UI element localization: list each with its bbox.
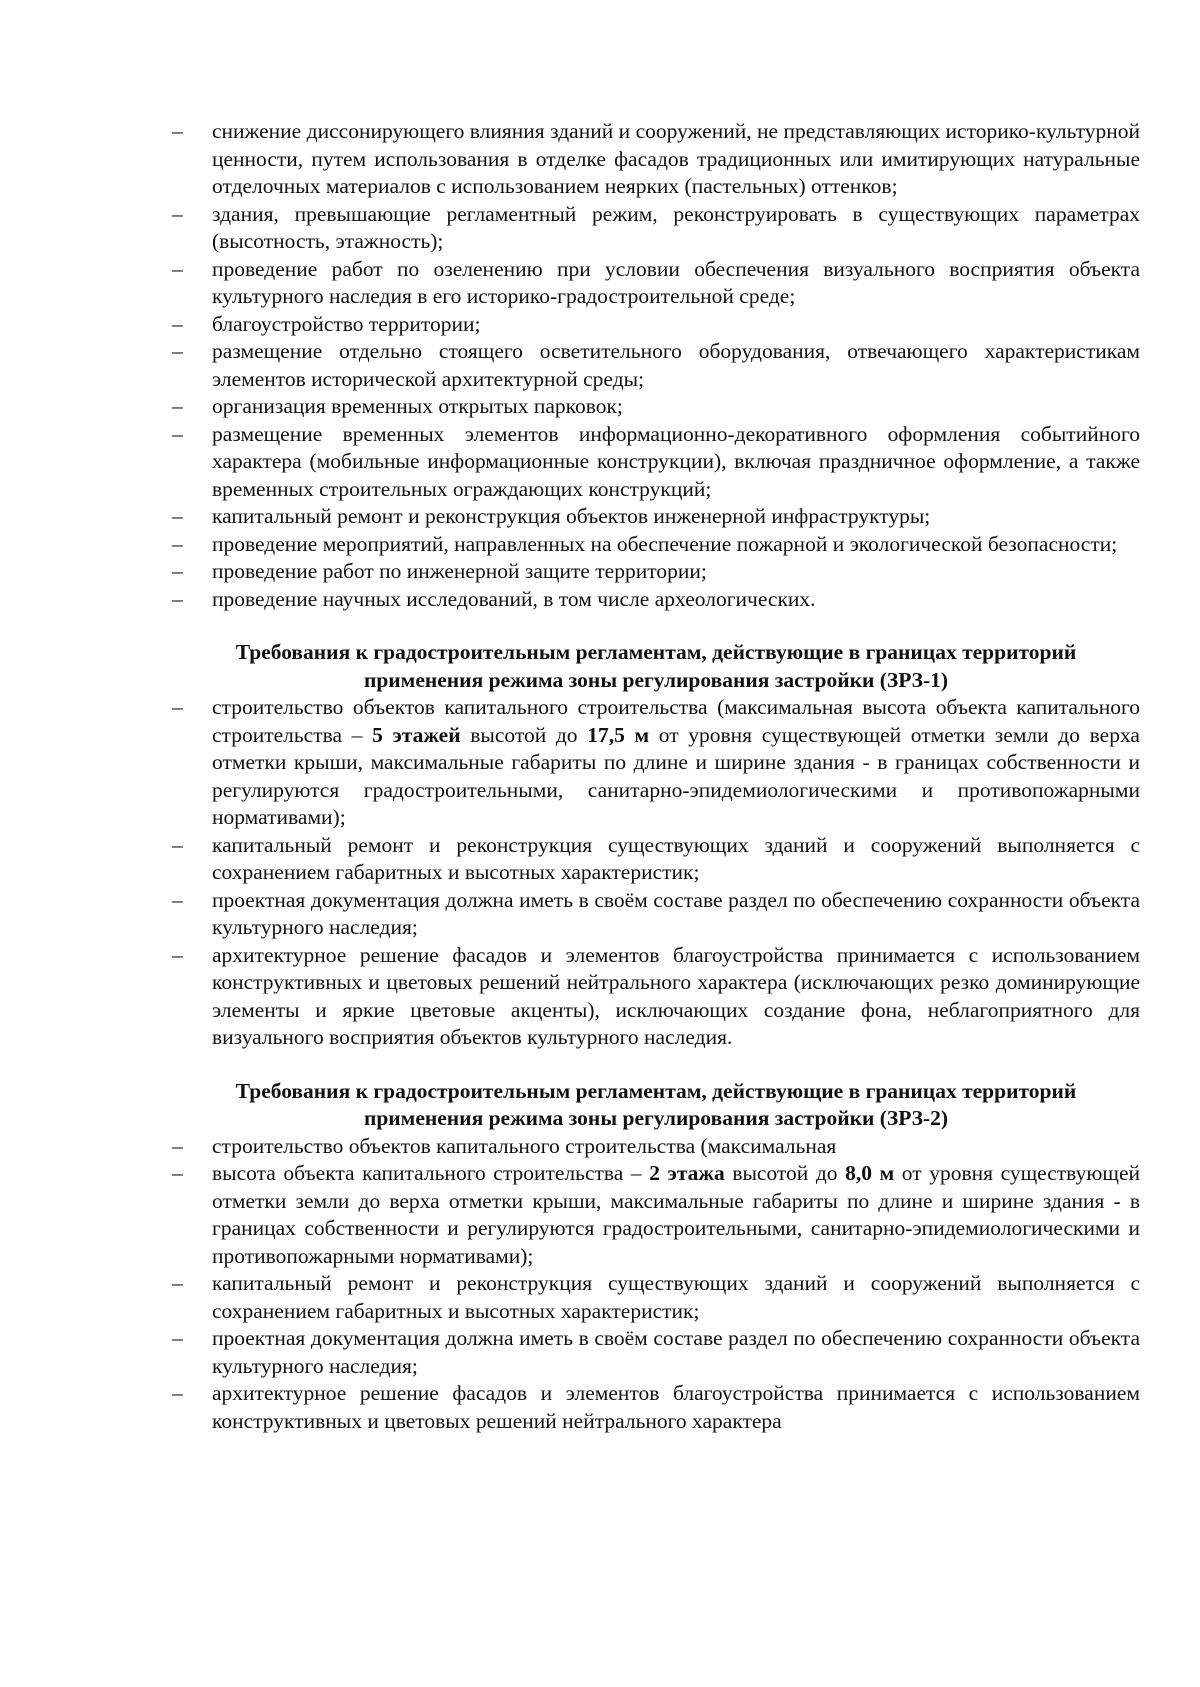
list-item: – проведение научных исследований, в том числе археологических. xyxy=(172,586,1140,614)
dash-bullet: – xyxy=(172,695,183,719)
floors-value: 2 этажа xyxy=(649,1161,725,1185)
protection-measures-list xyxy=(172,118,1140,613)
dash-bullet: – xyxy=(172,832,183,857)
list-item: – капитальный ремонт и реконструкция существующих зданий и сооружений выполняется с сохранением габаритных и высотных характеристик; xyxy=(172,832,1140,884)
list-item: – проведение работ по инженерной защите территории; xyxy=(172,558,1140,586)
section-heading-zrz2: Требования к градостроительным регламентам, действующие в границах территорий применения режима зоны регулирования застройки (ЗРЗ-2) xyxy=(235,1078,1077,1130)
list-item: – проведение мероприятий, направленных на обеспечение пожарной и экологической безопасности; xyxy=(172,531,1140,559)
dash-bullet: – xyxy=(172,201,183,226)
list-item: – благоустройство территории; xyxy=(172,311,1140,339)
dash-bullet: – xyxy=(172,887,183,912)
list-item: – организация временных открытых парковок; xyxy=(172,393,1140,421)
document-body xyxy=(172,118,1140,1435)
zrz2-requirements-list xyxy=(172,1133,1140,1436)
dash-bullet: – xyxy=(172,421,183,446)
dash-bullet: – xyxy=(172,1133,183,1158)
list-item: – архитектурное решение фасадов и элементов благоустройства принимается с использованием конструктивных и цветовых решений нейтрального характера xyxy=(172,1381,1140,1433)
list-item: – высота объекта капитального строительства – 2 этажа высотой до 8,0 м от уровня существующей отметки земли до верха отметки крыши, максимальные габариты по длине и ширине здания - в границах собственности и регулируются градостроительными, санитарно-эпидемиологическими и противопожарными нормативами); xyxy=(172,1161,1140,1268)
list-item: – капитальный ремонт и реконструкция объектов инженерной инфраструктуры; xyxy=(172,503,1140,531)
dash-bullet: – xyxy=(172,394,183,418)
list-item: – проектная документация должна иметь в своём составе раздел по обеспечению сохранности объекта культурного наследия; xyxy=(172,1326,1140,1378)
height-value: 17,5 м xyxy=(587,722,650,747)
section-heading-zrz1: Требования к градостроительным регламентам, действующие в границах территорий применения режима зоны регулирования застройки (ЗРЗ-1) xyxy=(235,640,1077,692)
list-item: – снижение диссонирующего влияния зданий и сооружений, не представляющих историко-культурной ценности, путем использования в отделке фасадов традиционных или имитирующих натуральные отделочных материалов с использованием неярких (пастельных) оттенков; xyxy=(172,119,1140,198)
dash-bullet: – xyxy=(172,339,183,363)
dash-bullet: – xyxy=(172,531,183,556)
list-item: – проектная документация должна иметь в своём составе раздел по обеспечению сохранности объекта культурного наследия; xyxy=(172,887,1140,939)
dash-bullet: – xyxy=(172,1271,183,1295)
list-item: – строительство объектов капитального строительства (максимальная xyxy=(172,1133,1140,1161)
dash-bullet: – xyxy=(172,942,183,967)
dash-bullet: – xyxy=(172,256,183,281)
dash-bullet: – xyxy=(172,586,183,611)
zrz1-requirements-list xyxy=(172,694,1140,1052)
height-value: 8,0 м xyxy=(845,1161,895,1185)
dash-bullet: – xyxy=(172,1161,183,1185)
list-item: – капитальный ремонт и реконструкция существующих зданий и сооружений выполняется с сохранением габаритных и высотных характеристик; xyxy=(172,1271,1140,1323)
floors-value: 5 этажей xyxy=(372,722,461,747)
dash-bullet: – xyxy=(172,504,183,528)
list-item: – строительство объектов капитального строительства (максимальная высота объекта капитального строительства – 5 этажей высотой до 17,5 м от уровня существующей отметки земли до верха отметки крыши, максимальные габариты по длине и ширине здания - в границах собственности и регулируются градостроительными, санитарно-эпидемиологическими и противопожарными нормативами); xyxy=(172,695,1140,829)
list-item: – архитектурное решение фасадов и элементов благоустройства принимается с использованием конструктивных и цветовых решений нейтрального характера (исключающих резко доминирующие элементы и яркие цветовые акценты), исключающих создание фона, неблагоприятного для визуального восприятия объектов культурного наследия. xyxy=(172,942,1140,1049)
dash-bullet: – xyxy=(172,311,183,336)
dash-bullet: – xyxy=(172,1381,183,1405)
dash-bullet: – xyxy=(172,119,183,143)
list-item: – здания, превышающие регламентный режим, реконструировать в существующих параметрах (высотность, этажность); xyxy=(172,201,1140,253)
list-item: – проведение работ по озеленению при условии обеспечения визуального восприятия объекта культурного наследия в его историко-градостроительной среде; xyxy=(172,256,1140,308)
dash-bullet: – xyxy=(172,559,183,583)
list-item: – размещение отдельно стоящего осветительного оборудования, отвечающего характеристикам элементов исторической архитектурной среды; xyxy=(172,339,1140,391)
list-item: – размещение временных элементов информационно-декоративного оформления событийного характера (мобильные информационные конструкции), включая праздничное оформление, а также временных строительных ограждающих конструкций; xyxy=(172,421,1140,501)
dash-bullet: – xyxy=(172,1326,183,1350)
